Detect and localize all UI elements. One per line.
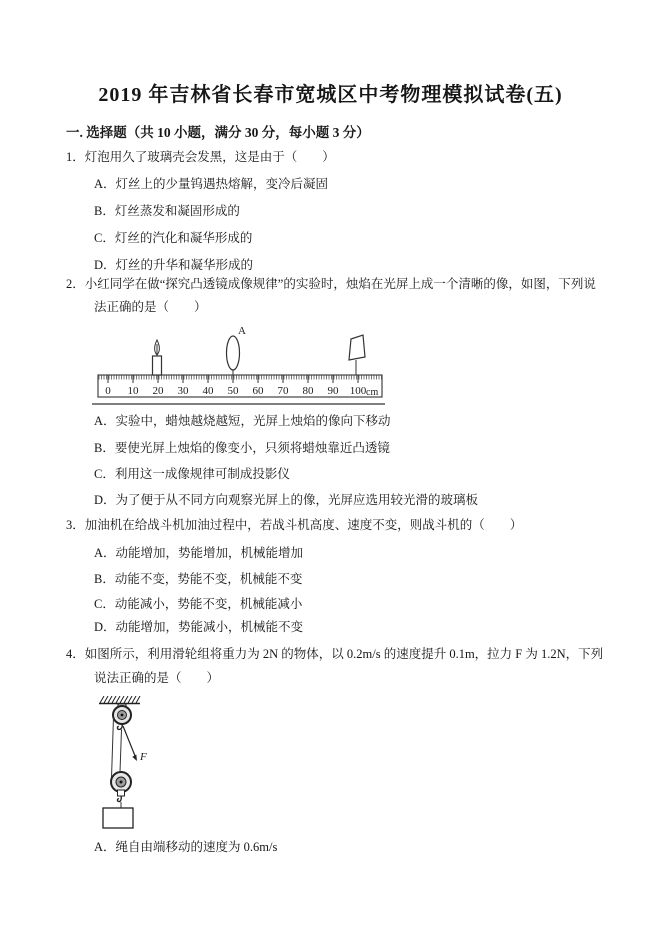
ruler-tick-label: 30 [177,385,189,397]
question-4-option-a: A．绳自由端移动的速度为 0.6m/s [94,840,278,854]
question-2-option-a: A．实验中，蜡烛越烧越短，光屏上烛焰的像向下移动 [94,414,391,428]
ruler-body [98,375,382,397]
ruler-tick-label: 50 [227,385,239,397]
ceiling-hatch [99,696,140,704]
rope-lines [112,717,122,778]
ruler-tick-label: 100 [349,385,367,397]
weight-box [103,808,133,828]
question-1-text: 1．灯泡用久了玻璃壳会发黑，这是由于（ ） [66,150,335,164]
question-4-text-line-2: 说法正确的是（ ） [94,671,220,685]
question-3-option-b: B．动能不变，势能不变，机械能不变 [94,572,303,586]
candle-icon [153,340,162,375]
page-title: 2019 年吉林省长春市宽城区中考物理模拟试卷(五) [98,84,563,106]
question-2-option-b: B．要使光屏上烛焰的像变小，只须将蜡烛靠近凸透镜 [94,441,390,455]
movable-pulley-hook [117,796,121,802]
ruler-tick-label: 20 [152,385,164,397]
fixed-pulley-icon [113,706,131,724]
optical-bench-figure [85,320,395,412]
ruler-tick-label: 0 [105,385,111,397]
question-2-text-line-1: 2．小红同学在做“探究凸透镜成像规律”的实验时，烛焰在光屏上成一个清晰的像，如图，下列说 [66,277,596,291]
pulley-figure [95,696,165,836]
lens-label: A [238,325,246,337]
question-4-text-line-1: 4．如图所示，利用滑轮组将重力为 2N 的物体，以 0.2m/s 的速度提升 0.1m，拉力 F 为 1.2N，下列 [66,647,604,661]
ruler-tick-label: 90 [327,385,339,397]
lens-icon [227,336,240,375]
ruler-unit-label: cm [366,387,379,398]
force-label: F [140,751,147,763]
screen-icon [349,335,365,375]
force-arrow [123,726,137,761]
question-1-option-a: A．灯丝上的少量钨遇热熔解，变冷后凝固 [94,177,329,191]
question-3-option-d: D．动能增加，势能减小，机械能不变 [94,620,304,634]
question-1-option-d: D．灯丝的升华和凝华形成的 [94,258,254,272]
question-3-option-c: C．动能减小，势能不变，机械能减小 [94,597,303,611]
ruler-tick-label: 70 [277,385,289,397]
ruler-tick-label: 80 [302,385,314,397]
question-3-option-a: A．动能增加，势能增加，机械能增加 [94,546,304,560]
question-1-option-b: B．灯丝蒸发和凝固形成的 [94,204,240,218]
section-heading: 一. 选择题（共 10 小题，满分 30 分，每小题 3 分） [66,125,370,140]
ruler-tick-label: 10 [127,385,139,397]
question-2-option-c: C．利用这一成像规律可制成投影仪 [94,467,290,481]
question-2-option-d: D．为了便于从不同方向观察光屏上的像，光屏应选用较光滑的玻璃板 [94,493,479,507]
movable-pulley-icon [111,772,131,796]
ruler-tick-label: 60 [252,385,264,397]
ruler-tick-label: 40 [202,385,214,397]
question-2-text-line-2: 法正确的是（ ） [94,300,207,314]
question-1-option-c: C．灯丝的汽化和凝华形成的 [94,231,253,245]
question-3-text: 3．加油机在给战斗机加油过程中，若战斗机高度、速度不变，则战斗机的（ ） [66,518,523,532]
